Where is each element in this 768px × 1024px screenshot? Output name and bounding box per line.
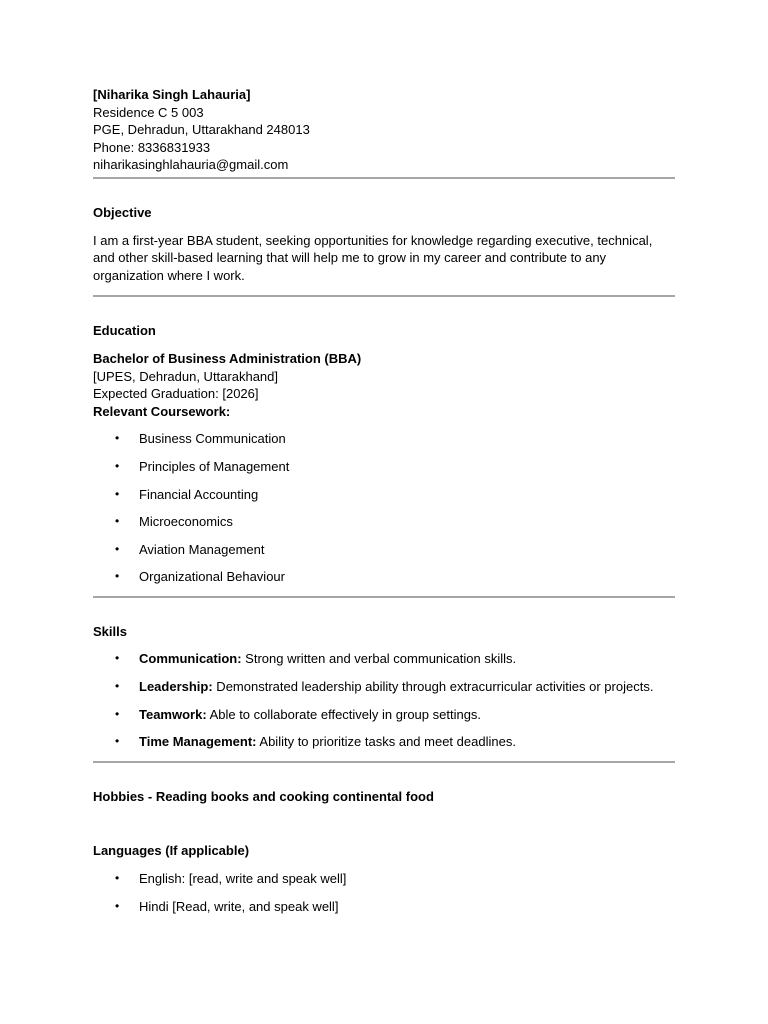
coursework-label: Relevant Coursework:	[93, 403, 231, 419]
email-address: niharikasinghlahauria@gmail.com	[93, 157, 289, 173]
course-name: Business Communication	[139, 431, 286, 447]
list-item	[93, 733, 675, 751]
bullet-icon: •	[115, 651, 120, 666]
objective-paragraph	[93, 232, 675, 285]
language-entry: English: [read, write and speak well]	[139, 871, 347, 887]
course-name: Principles of Management	[139, 458, 290, 474]
list-item	[93, 541, 675, 559]
languages-heading: Languages (If applicable)	[93, 843, 250, 859]
education-block	[93, 350, 675, 420]
divider-2	[93, 295, 675, 297]
education-heading: Education	[93, 323, 156, 339]
bullet-icon: •	[115, 486, 120, 501]
skill-label: Teamwork:	[139, 706, 207, 722]
skill-description: Able to collaborate effectively in group settings.	[206, 706, 482, 722]
skills-heading: Skills	[93, 623, 127, 639]
candidate-name: [Niharika Singh Lahauria]	[93, 87, 251, 102]
course-name: Organizational Behaviour	[139, 569, 285, 585]
list-item	[93, 513, 675, 531]
resume-content	[93, 86, 675, 915]
skill-description: Ability to prioritize tasks and meet deadlines.	[256, 734, 516, 750]
skill-label: Communication:	[139, 651, 242, 667]
address-line-1: Residence C 5 003	[93, 104, 204, 120]
list-item	[93, 706, 675, 724]
objective-heading: Objective	[93, 204, 152, 220]
institution: [UPES, Dehradun, Uttarakhand]	[93, 368, 278, 384]
objective-line-1: I am a first-year BBA student, seeking opportunities for knowledge regarding executive, technical,	[93, 232, 653, 248]
list-item	[93, 678, 675, 696]
degree-title: Bachelor of Business Administration (BBA)	[93, 350, 362, 366]
list-item	[93, 458, 675, 476]
bullet-icon: •	[115, 706, 120, 721]
objective-line-3: organization where I work.	[93, 267, 245, 283]
objective-line-2: and other skill-based learning that will help me to grow in my career and contribute to any	[93, 250, 607, 266]
language-entry: Hindi [Read, write, and speak well]	[139, 898, 339, 914]
list-item	[93, 650, 675, 668]
skill-label: Time Management:	[139, 734, 257, 750]
languages-list	[93, 870, 675, 915]
course-name: Financial Accounting	[139, 486, 259, 502]
list-item	[93, 898, 675, 916]
bullet-icon: •	[115, 871, 120, 886]
list-item	[93, 870, 675, 888]
course-name: Microeconomics	[139, 514, 233, 530]
skill-description: Demonstrated leadership ability through extracurricular activities or projects.	[212, 679, 654, 695]
graduation-date: Expected Graduation: [2026]	[93, 386, 259, 402]
list-item	[93, 486, 675, 504]
divider-4	[93, 761, 675, 763]
phone-number: Phone: 8336831933	[93, 139, 211, 155]
skill-label: Leadership:	[139, 679, 213, 695]
bullet-icon: •	[115, 514, 120, 529]
bullet-icon: •	[115, 679, 120, 694]
address-line-2: PGE, Dehradun, Uttarakhand 248013	[93, 122, 310, 138]
bullet-icon: •	[115, 569, 120, 584]
bullet-icon: •	[115, 734, 120, 749]
divider-1	[93, 177, 675, 179]
divider-3	[93, 596, 675, 598]
course-name: Aviation Management	[139, 541, 265, 557]
coursework-list	[93, 430, 675, 586]
bullet-icon: •	[115, 898, 120, 913]
skills-list	[93, 650, 675, 750]
bullet-icon: •	[115, 431, 120, 446]
contact-block	[93, 86, 675, 174]
bullet-icon: •	[115, 541, 120, 556]
list-item	[93, 568, 675, 586]
skill-description: Strong written and verbal communication skills.	[241, 651, 517, 667]
bullet-icon: •	[115, 458, 120, 473]
list-item	[93, 430, 675, 448]
hobbies-heading: Hobbies - Reading books and cooking continental food	[93, 788, 434, 804]
